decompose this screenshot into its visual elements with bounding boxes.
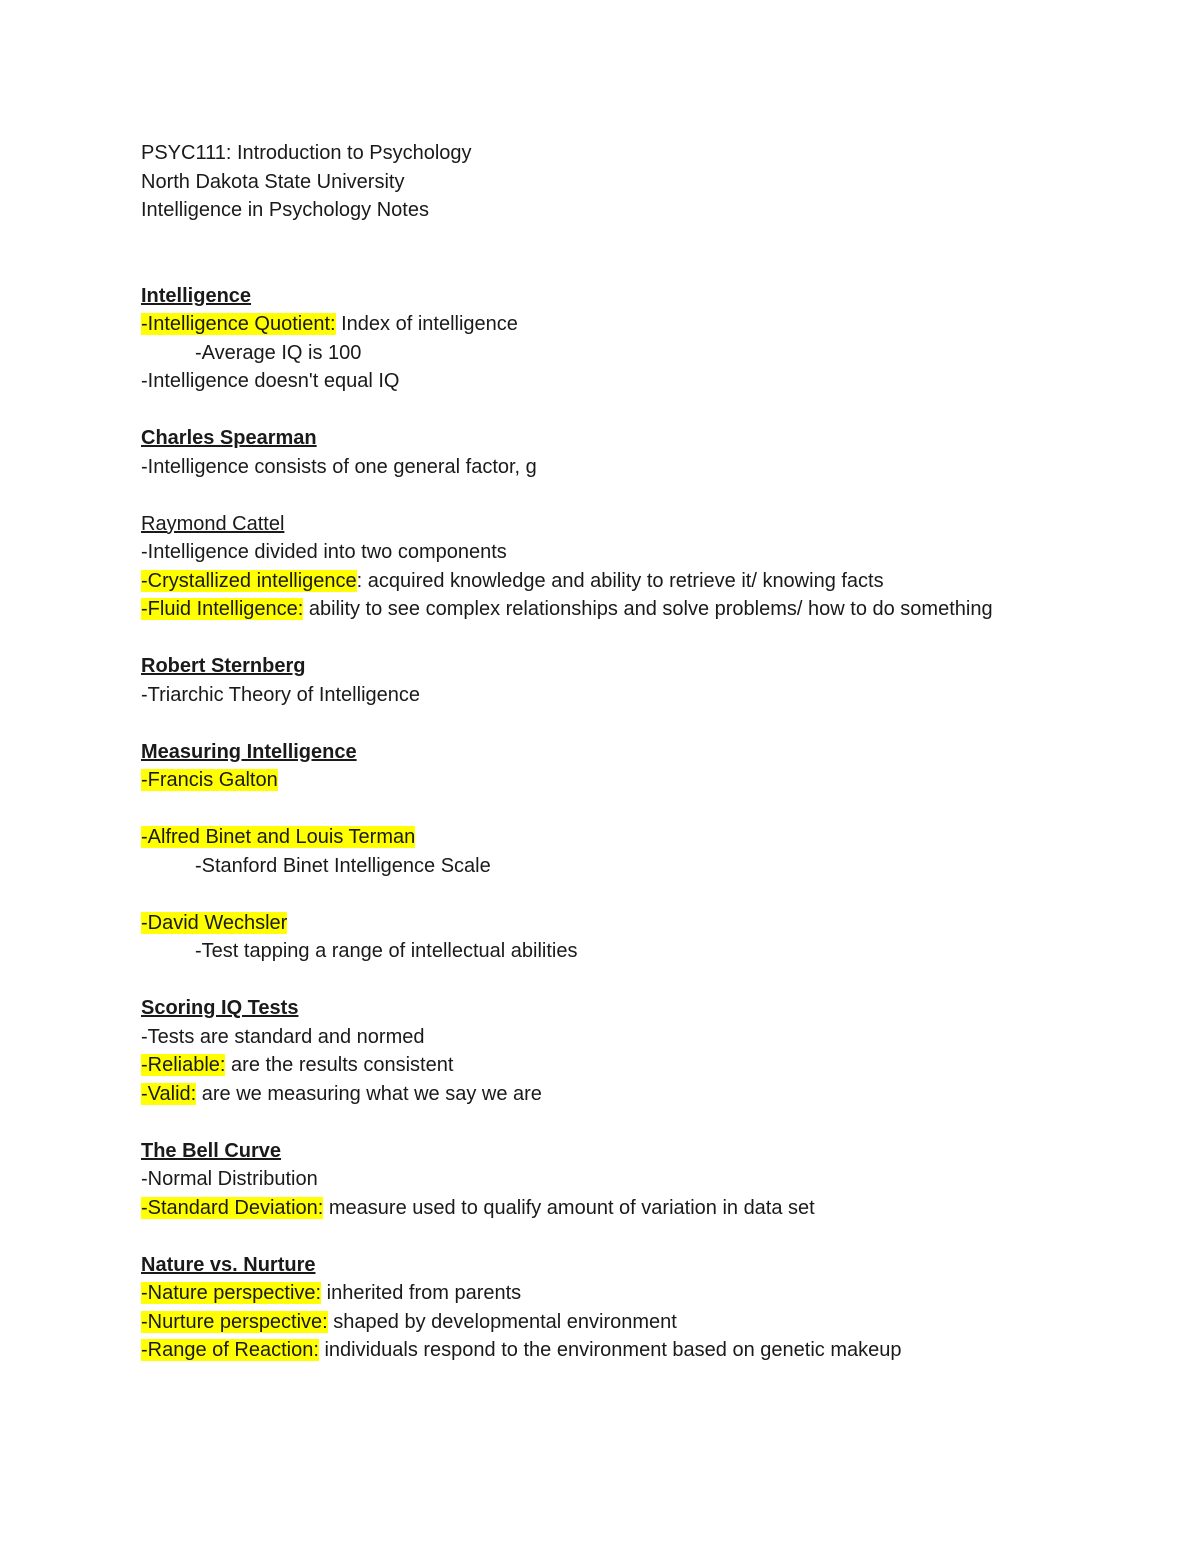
note-subline: -Test tapping a range of intellectual abilities	[195, 940, 578, 962]
note-line	[141, 595, 1041, 624]
section-heading-spearman	[141, 424, 1041, 453]
section-heading-measuring	[141, 738, 1041, 767]
note-line	[141, 1194, 1041, 1223]
term-definition: measure used to qualify amount of variation in data set	[323, 1196, 815, 1219]
highlighted-term: -Standard Deviation:	[141, 1196, 324, 1219]
spacer	[141, 396, 1041, 425]
highlighted-term: -Intelligence Quotient:	[141, 313, 336, 335]
heading-text: Robert Sternberg	[141, 655, 306, 677]
section-heading-nature-nurture	[141, 1251, 1041, 1280]
spacer	[141, 795, 1041, 824]
spacer	[141, 253, 1041, 282]
section-heading-sternberg	[141, 652, 1041, 681]
highlighted-term: -Crystallized intelligence	[141, 569, 357, 592]
university-name: North Dakota State University	[141, 170, 405, 193]
spacer	[141, 709, 1041, 738]
note-line	[141, 1308, 1041, 1337]
section-heading-bell-curve	[141, 1137, 1041, 1166]
term-definition: inherited from parents	[321, 1282, 522, 1304]
term-definition: are the results consistent	[225, 1054, 454, 1076]
heading-text: Nature vs. Nurture	[141, 1253, 316, 1276]
spacer	[141, 880, 1041, 909]
note-line	[141, 766, 1041, 795]
note-line: -Triarchic Theory of Intelligence	[141, 683, 421, 706]
heading-text: The Bell Curve	[141, 1139, 282, 1162]
term-definition: shaped by developmental environment	[327, 1310, 677, 1333]
note-line: -Tests are standard and normed	[141, 1025, 425, 1048]
note-line	[141, 567, 1041, 596]
document-title: Intelligence in Psychology Notes	[141, 199, 429, 221]
note-line	[141, 1279, 1041, 1308]
heading-text: Raymond Cattel	[141, 512, 285, 535]
highlighted-term: -David Wechsler	[141, 911, 288, 934]
note-line	[141, 1336, 1041, 1365]
heading-text: Intelligence	[141, 284, 252, 307]
section-heading-intelligence	[141, 282, 1041, 311]
note-line	[141, 310, 1041, 339]
highlighted-term: -Valid:	[141, 1082, 197, 1105]
document-page	[141, 139, 1041, 1365]
term-definition: Index of intelligence	[335, 313, 518, 335]
highlighted-term: -Fluid Intelligence:	[141, 598, 304, 620]
term-definition: are we measuring what we say we are	[196, 1082, 542, 1105]
term-definition: individuals respond to the environment based on genetic makeup	[318, 1339, 902, 1361]
note-line	[141, 909, 1041, 938]
note-line	[141, 823, 1041, 852]
section-heading-cattel	[141, 510, 1041, 539]
note-line: -Intelligence consists of one general factor, g	[141, 455, 537, 478]
spacer	[141, 225, 1041, 254]
highlighted-term: -Nurture perspective:	[141, 1310, 328, 1333]
term-definition: : acquired knowledge and ability to retrieve it/ knowing facts	[356, 569, 884, 592]
highlighted-term: -Reliable:	[141, 1054, 226, 1076]
note-line: -Normal Distribution	[141, 1168, 318, 1190]
spacer	[141, 481, 1041, 510]
heading-text: Measuring Intelligence	[141, 740, 357, 763]
highlighted-term: -Francis Galton	[141, 769, 278, 791]
highlighted-term: -Range of Reaction:	[141, 1339, 319, 1361]
spacer	[141, 966, 1041, 995]
note-subline: -Stanford Binet Intelligence Scale	[195, 854, 491, 877]
spacer	[141, 1108, 1041, 1137]
note-subline: -Average IQ is 100	[195, 341, 362, 364]
spacer	[141, 624, 1041, 653]
term-definition: ability to see complex relationships and solve problems/ how to do something	[303, 598, 993, 620]
heading-text: Charles Spearman	[141, 427, 317, 449]
highlighted-term: -Alfred Binet and Louis Terman	[141, 826, 416, 848]
course-title: PSYC111: Introduction to Psychology	[141, 142, 472, 164]
note-line: -Intelligence divided into two components	[141, 541, 507, 563]
section-heading-scoring	[141, 994, 1041, 1023]
note-line	[141, 1051, 1041, 1080]
heading-text: Scoring IQ Tests	[141, 997, 299, 1019]
spacer	[141, 1222, 1041, 1251]
note-line	[141, 1080, 1041, 1109]
highlighted-term: -Nature perspective:	[141, 1282, 322, 1304]
note-line: -Intelligence doesn't equal IQ	[141, 370, 400, 392]
